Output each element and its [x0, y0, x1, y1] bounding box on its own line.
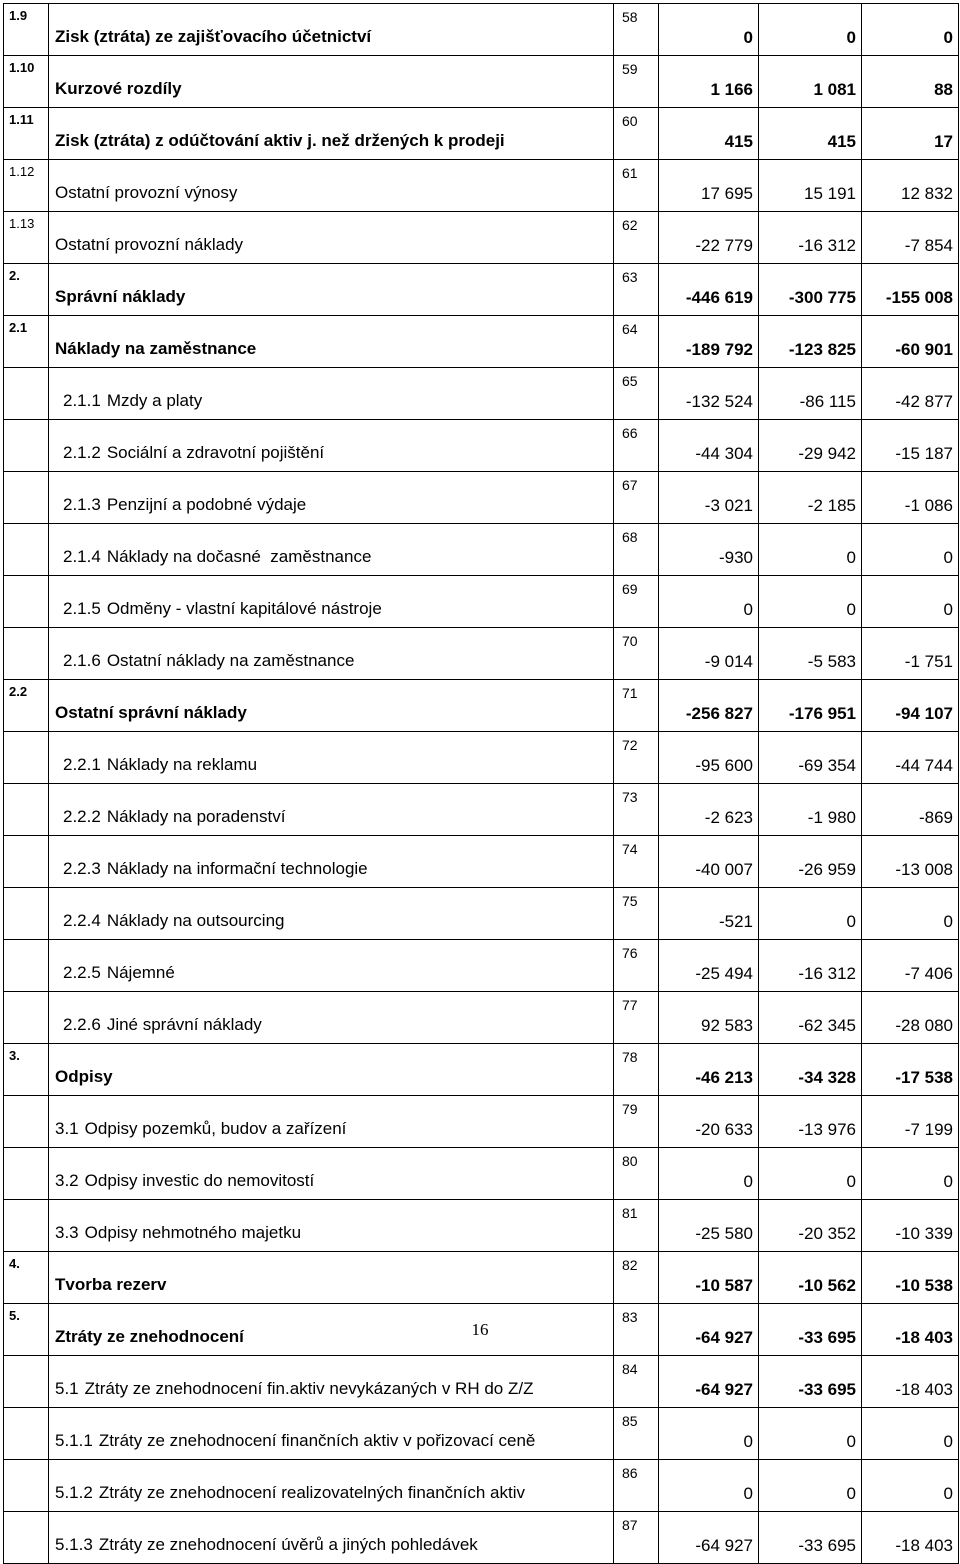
row-code [4, 524, 49, 576]
row-name [49, 4, 614, 56]
row-code [4, 1512, 49, 1564]
row-value-2: 0 [759, 1148, 862, 1200]
row-value-2: 15 191 [759, 160, 862, 212]
row-value-1: 0 [659, 1460, 759, 1512]
row-name [49, 264, 614, 316]
row-label: Odpisy pozemků, budov a zařízení [84, 1119, 347, 1138]
row-name [49, 160, 614, 212]
row-label: Ostatní provozní výnosy [55, 183, 238, 202]
table-row [4, 368, 959, 420]
row-value-2: 0 [759, 4, 862, 56]
row-value-2: -34 328 [759, 1044, 862, 1096]
table-row [4, 732, 959, 784]
row-line-number: 58 [614, 4, 659, 56]
row-value-2: 0 [759, 888, 862, 940]
row-name [49, 576, 614, 628]
row-code: 1.9 [4, 4, 49, 56]
row-value-2: -2 185 [759, 472, 862, 524]
row-line-number: 73 [614, 784, 659, 836]
row-name [49, 56, 614, 108]
row-label: Náklady na poradenství [106, 807, 286, 826]
row-line-number: 63 [614, 264, 659, 316]
row-code: 4. [4, 1252, 49, 1304]
row-subcode: 5.1 [55, 1379, 79, 1398]
row-value-2: -33 695 [759, 1356, 862, 1408]
row-code [4, 576, 49, 628]
row-code [4, 1148, 49, 1200]
row-code [4, 836, 49, 888]
row-label: Penzijní a podobné výdaje [106, 495, 307, 514]
row-value-1: -22 779 [659, 212, 759, 264]
row-line-number: 86 [614, 1460, 659, 1512]
row-line-number: 78 [614, 1044, 659, 1096]
row-subcode: 3.3 [55, 1223, 79, 1242]
row-value-2: -16 312 [759, 940, 862, 992]
table-row [4, 1096, 959, 1148]
row-label: Náklady na informační technologie [106, 859, 368, 878]
row-value-1: -930 [659, 524, 759, 576]
row-name [49, 1252, 614, 1304]
row-label: Odpisy [55, 1067, 113, 1086]
table-row [4, 212, 959, 264]
row-name [49, 1460, 614, 1512]
row-line-number: 83 [614, 1304, 659, 1356]
row-name [49, 680, 614, 732]
row-value-3: 0 [862, 524, 959, 576]
row-value-2: 0 [759, 524, 862, 576]
row-value-3: 0 [862, 1148, 959, 1200]
table-row [4, 628, 959, 680]
row-value-1: 1 166 [659, 56, 759, 108]
table-row [4, 472, 959, 524]
row-value-3: -94 107 [862, 680, 959, 732]
table-row [4, 1512, 959, 1564]
row-value-2: -62 345 [759, 992, 862, 1044]
row-value-1: -521 [659, 888, 759, 940]
row-label: Zisk (ztráta) z odúčtování aktiv j. než držených k prodeji [55, 131, 505, 150]
row-value-2: -33 695 [759, 1304, 862, 1356]
row-value-2: -16 312 [759, 212, 862, 264]
row-line-number: 75 [614, 888, 659, 940]
row-label: Ostatní správní náklady [55, 703, 247, 722]
row-name [49, 472, 614, 524]
row-value-1: -9 014 [659, 628, 759, 680]
row-value-3: -18 403 [862, 1356, 959, 1408]
row-value-3: -17 538 [862, 1044, 959, 1096]
table-row [4, 316, 959, 368]
row-value-3: -10 538 [862, 1252, 959, 1304]
row-value-2: -13 976 [759, 1096, 862, 1148]
row-value-3: 12 832 [862, 160, 959, 212]
row-code [4, 472, 49, 524]
row-value-1: -40 007 [659, 836, 759, 888]
row-code: 1.12 [4, 160, 49, 212]
row-label: Tvorba rezerv [55, 1275, 167, 1294]
row-code: 1.13 [4, 212, 49, 264]
row-value-1: -446 619 [659, 264, 759, 316]
row-value-1: 0 [659, 4, 759, 56]
table-row [4, 524, 959, 576]
row-value-2: -20 352 [759, 1200, 862, 1252]
row-code [4, 628, 49, 680]
row-subcode: 2.2.4 [63, 911, 101, 930]
row-value-1: 0 [659, 1408, 759, 1460]
row-subcode: 3.2 [55, 1171, 79, 1190]
row-name [49, 732, 614, 784]
row-label: Mzdy a platy [106, 391, 203, 410]
row-label: Odměny - vlastní kapitálové nástroje [106, 599, 382, 618]
table-row [4, 4, 959, 56]
row-value-3: -1 086 [862, 472, 959, 524]
table-row [4, 576, 959, 628]
row-name [49, 420, 614, 472]
row-label: Sociální a zdravotní pojištění [106, 443, 325, 462]
row-line-number: 77 [614, 992, 659, 1044]
row-code [4, 1460, 49, 1512]
row-value-3: -60 901 [862, 316, 959, 368]
page-number: 16 [471, 1320, 489, 1339]
row-code: 2.1 [4, 316, 49, 368]
row-line-number: 76 [614, 940, 659, 992]
row-code: 2. [4, 264, 49, 316]
row-label: Ostatní provozní náklady [55, 235, 244, 254]
row-value-1: -256 827 [659, 680, 759, 732]
row-line-number: 79 [614, 1096, 659, 1148]
row-label: Náklady na outsourcing [106, 911, 285, 930]
row-value-2: -10 562 [759, 1252, 862, 1304]
row-value-2: 1 081 [759, 56, 862, 108]
row-value-3: -10 339 [862, 1200, 959, 1252]
row-label: Ztráty ze znehodnocení finančních aktiv v pořizovací ceně [98, 1431, 536, 1450]
row-value-2: -300 775 [759, 264, 862, 316]
row-value-3: -155 008 [862, 264, 959, 316]
row-subcode: 2.1.6 [63, 651, 101, 670]
table-row [4, 992, 959, 1044]
row-name [49, 1096, 614, 1148]
row-line-number: 74 [614, 836, 659, 888]
row-label: Náklady na reklamu [106, 755, 258, 774]
table-row [4, 784, 959, 836]
row-subcode: 2.2.1 [63, 755, 101, 774]
row-name [49, 836, 614, 888]
row-label: Zisk (ztráta) ze zajišťovacího účetnictví [55, 27, 372, 46]
row-subcode: 3.1 [55, 1119, 79, 1138]
row-value-2: -69 354 [759, 732, 862, 784]
table-row [4, 888, 959, 940]
row-value-3: -7 199 [862, 1096, 959, 1148]
row-value-3: 0 [862, 1460, 959, 1512]
row-label: Ostatní náklady na zaměstnance [106, 651, 355, 670]
row-value-2: 0 [759, 576, 862, 628]
row-name [49, 888, 614, 940]
row-value-1: 92 583 [659, 992, 759, 1044]
table-row [4, 1200, 959, 1252]
row-code [4, 368, 49, 420]
table-row [4, 1252, 959, 1304]
table-row [4, 1408, 959, 1460]
row-code [4, 1408, 49, 1460]
row-name [49, 940, 614, 992]
row-name [49, 1408, 614, 1460]
row-value-1: -189 792 [659, 316, 759, 368]
row-value-1: -44 304 [659, 420, 759, 472]
row-value-2: -123 825 [759, 316, 862, 368]
row-label: Náklady na dočasné zaměstnance [106, 547, 372, 566]
row-value-2: -1 980 [759, 784, 862, 836]
row-subcode: 2.1.5 [63, 599, 101, 618]
row-line-number: 64 [614, 316, 659, 368]
table-row [4, 1356, 959, 1408]
row-value-1: -3 021 [659, 472, 759, 524]
row-subcode: 2.1.4 [63, 547, 101, 566]
row-line-number: 80 [614, 1148, 659, 1200]
row-name [49, 992, 614, 1044]
row-value-1: -132 524 [659, 368, 759, 420]
row-value-1: -20 633 [659, 1096, 759, 1148]
row-line-number: 61 [614, 160, 659, 212]
row-value-3: -7 854 [862, 212, 959, 264]
row-subcode: 5.1.1 [55, 1431, 93, 1450]
row-code: 3. [4, 1044, 49, 1096]
row-line-number: 65 [614, 368, 659, 420]
table-row [4, 264, 959, 316]
row-line-number: 70 [614, 628, 659, 680]
row-label: Náklady na zaměstnance [55, 339, 257, 358]
row-subcode: 2.1.1 [63, 391, 101, 410]
row-line-number: 69 [614, 576, 659, 628]
table-row [4, 420, 959, 472]
row-name [49, 1200, 614, 1252]
row-line-number: 81 [614, 1200, 659, 1252]
row-line-number: 60 [614, 108, 659, 160]
row-value-1: 415 [659, 108, 759, 160]
row-value-1: -95 600 [659, 732, 759, 784]
row-label: Odpisy investic do nemovitostí [84, 1171, 315, 1190]
row-subcode: 2.2.3 [63, 859, 101, 878]
row-value-1: -64 927 [659, 1356, 759, 1408]
row-line-number: 71 [614, 680, 659, 732]
row-label: Správní náklady [55, 287, 186, 306]
row-line-number: 59 [614, 56, 659, 108]
row-value-2: -5 583 [759, 628, 862, 680]
row-value-2: -33 695 [759, 1512, 862, 1564]
row-value-2: -29 942 [759, 420, 862, 472]
row-value-1: -25 580 [659, 1200, 759, 1252]
table-row [4, 1044, 959, 1096]
row-name [49, 108, 614, 160]
row-value-1: 0 [659, 1148, 759, 1200]
row-value-1: -64 927 [659, 1304, 759, 1356]
row-code [4, 940, 49, 992]
row-value-1: -46 213 [659, 1044, 759, 1096]
table-row [4, 940, 959, 992]
row-value-1: -2 623 [659, 784, 759, 836]
row-label: Ztráty ze znehodnocení [55, 1327, 244, 1346]
row-value-2: 415 [759, 108, 862, 160]
row-line-number: 84 [614, 1356, 659, 1408]
row-label: Kurzové rozdíly [55, 79, 182, 98]
row-value-2: -176 951 [759, 680, 862, 732]
row-code [4, 732, 49, 784]
row-value-2: 0 [759, 1408, 862, 1460]
row-code [4, 1200, 49, 1252]
row-code: 1.11 [4, 108, 49, 160]
row-line-number: 67 [614, 472, 659, 524]
row-value-3: -42 877 [862, 368, 959, 420]
row-code [4, 992, 49, 1044]
row-subcode: 2.2.6 [63, 1015, 101, 1034]
row-value-3: -7 406 [862, 940, 959, 992]
row-code [4, 784, 49, 836]
table-row [4, 836, 959, 888]
row-line-number: 62 [614, 212, 659, 264]
row-label: Odpisy nehmotného majetku [84, 1223, 302, 1242]
row-code: 5. [4, 1304, 49, 1356]
row-code: 2.2 [4, 680, 49, 732]
row-label: Ztráty ze znehodnocení fin.aktiv nevykázaných v RH do Z/Z [84, 1379, 534, 1398]
row-value-3: -869 [862, 784, 959, 836]
row-label: Jiné správní náklady [106, 1015, 262, 1034]
row-code [4, 1096, 49, 1148]
row-value-3: 17 [862, 108, 959, 160]
row-subcode: 2.2.2 [63, 807, 101, 826]
table-row [4, 160, 959, 212]
table-row [4, 680, 959, 732]
row-label: Ztráty ze znehodnocení realizovatelných finančních aktiv [98, 1483, 525, 1502]
row-name [49, 784, 614, 836]
row-name [49, 1512, 614, 1564]
row-line-number: 87 [614, 1512, 659, 1564]
table-row [4, 108, 959, 160]
row-value-2: -86 115 [759, 368, 862, 420]
row-value-1: -10 587 [659, 1252, 759, 1304]
row-value-3: 0 [862, 1408, 959, 1460]
row-name [49, 628, 614, 680]
row-value-3: 88 [862, 56, 959, 108]
row-code: 1.10 [4, 56, 49, 108]
row-line-number: 72 [614, 732, 659, 784]
row-subcode: 5.1.3 [55, 1535, 93, 1554]
row-line-number: 82 [614, 1252, 659, 1304]
row-value-1: -25 494 [659, 940, 759, 992]
table-row [4, 1460, 959, 1512]
row-name [49, 316, 614, 368]
row-value-1: 17 695 [659, 160, 759, 212]
table-row [4, 1148, 959, 1200]
row-value-3: -28 080 [862, 992, 959, 1044]
row-subcode: 2.2.5 [63, 963, 101, 982]
row-line-number: 68 [614, 524, 659, 576]
row-code [4, 888, 49, 940]
row-name [49, 1148, 614, 1200]
row-subcode: 2.1.2 [63, 443, 101, 462]
row-name [49, 212, 614, 264]
row-value-3: -18 403 [862, 1304, 959, 1356]
row-subcode: 5.1.2 [55, 1483, 93, 1502]
row-value-3: -1 751 [862, 628, 959, 680]
row-value-3: -15 187 [862, 420, 959, 472]
row-value-3: 0 [862, 888, 959, 940]
row-subcode: 2.1.3 [63, 495, 101, 514]
row-value-2: -26 959 [759, 836, 862, 888]
row-label: Nájemné [106, 963, 175, 982]
row-label: Ztráty ze znehodnocení úvěrů a jiných pohledávek [98, 1535, 478, 1554]
row-value-1: -64 927 [659, 1512, 759, 1564]
row-value-3: 0 [862, 4, 959, 56]
row-code [4, 420, 49, 472]
row-value-2: 0 [759, 1460, 862, 1512]
row-value-3: 0 [862, 576, 959, 628]
row-name [49, 524, 614, 576]
row-value-3: -44 744 [862, 732, 959, 784]
row-value-1: 0 [659, 576, 759, 628]
row-line-number: 66 [614, 420, 659, 472]
row-name [49, 368, 614, 420]
table-row [4, 56, 959, 108]
row-value-3: -18 403 [862, 1512, 959, 1564]
row-code [4, 1356, 49, 1408]
row-line-number: 85 [614, 1408, 659, 1460]
row-value-3: -13 008 [862, 836, 959, 888]
row-name [49, 1044, 614, 1096]
row-name [49, 1356, 614, 1408]
